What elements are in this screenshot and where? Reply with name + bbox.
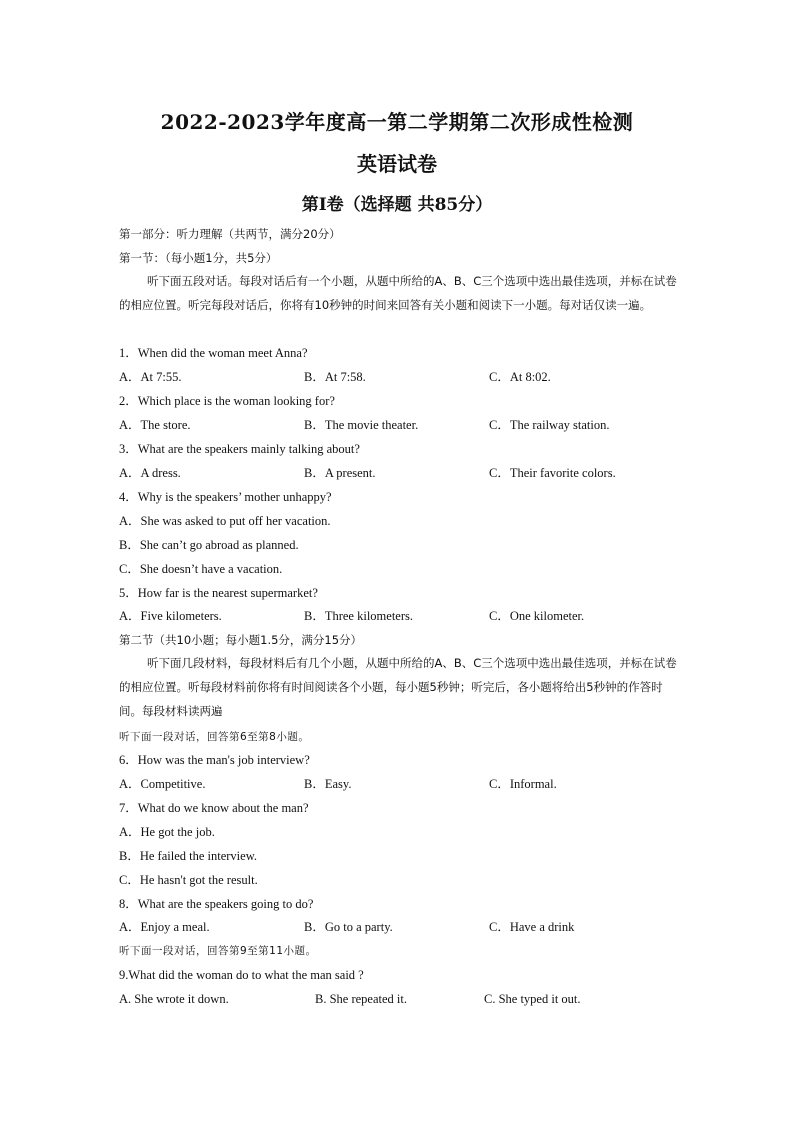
question-4-stem: 4．Why is the speakers’ mother unhappy? xyxy=(119,490,332,504)
question-6-stem: 6．How was the man's job interview? xyxy=(119,753,310,767)
section1-instructions xyxy=(119,269,679,317)
question-1-option-c: C．At 8:02. xyxy=(489,370,551,384)
question-6-option-b: B．Easy. xyxy=(304,777,352,791)
question-8-option-c: C．Have a drink xyxy=(489,920,575,934)
question-9-stem: 9.What did the woman do to what the man said ? xyxy=(119,968,364,982)
question-9-option-a: A. She wrote it down. xyxy=(119,992,229,1006)
question-6-option-a: A．Competitive. xyxy=(119,777,206,791)
question-2-stem: 2．Which place is the woman looking for? xyxy=(119,394,335,408)
question-5-option-b: B．Three kilometers. xyxy=(304,609,413,623)
question-7-option-b: B．He failed the interview. xyxy=(119,849,258,863)
note-questions-9-11: 听下面一段对话，回答第9至第11小题。 xyxy=(119,945,317,957)
question-8-stem: 8．What are the speakers going to do? xyxy=(119,897,314,911)
question-1-option-b: B．At 7:58. xyxy=(304,370,366,384)
section1-instructions-text: 听下面五段对话。每段对话后有一个小题，从题中所给的A、B、C三个选项中选出最佳选项，并标在试卷的相应位置。听完每段对话后，你将有10秒钟的时间来回答有关小题和阅读下一小题。每对话仅读一遍。 xyxy=(119,274,677,312)
question-6-option-c: C．Informal. xyxy=(489,777,557,791)
question-9-option-c: C. She typed it out. xyxy=(484,992,581,1006)
question-4-option-b: B．She can’t go abroad as planned. xyxy=(119,538,299,552)
question-3-stem: 3．What are the speakers mainly talking about? xyxy=(119,442,360,456)
section2-instructions xyxy=(119,651,679,723)
question-1-option-a: A．At 7:55. xyxy=(119,370,182,384)
section1-heading: 第一节：（每小题1分，共5分） xyxy=(119,251,278,265)
question-2-option-c: C．The railway station. xyxy=(489,418,610,432)
volume-heading: 第Ⅰ卷（选择题 共85分） xyxy=(301,195,493,215)
question-7-option-a: A．He got the job. xyxy=(119,825,215,839)
exam-title: 2022-2023学年度高一第二学期第二次形成性检测 xyxy=(160,110,634,134)
note-questions-6-8: 听下面一段对话，回答第6至第8小题。 xyxy=(119,731,310,743)
question-3-option-b: B．A present. xyxy=(304,466,376,480)
question-1-stem: 1．When did the woman meet Anna? xyxy=(119,346,308,360)
question-7-option-c: C．He hasn't got the result. xyxy=(119,873,258,887)
question-5-option-c: C．One kilometer. xyxy=(489,609,585,623)
question-3-option-a: A．A dress. xyxy=(119,466,181,480)
question-9-option-b: B. She repeated it. xyxy=(315,992,407,1006)
question-2-option-a: A．The store. xyxy=(119,418,191,432)
question-4-option-a: A．She was asked to put off her vacation. xyxy=(119,514,331,528)
question-8-option-a: A．Enjoy a meal. xyxy=(119,920,210,934)
exam-subtitle: 英语试卷 xyxy=(357,152,437,176)
question-8-option-b: B．Go to a party. xyxy=(304,920,393,934)
question-2-option-b: B．The movie theater. xyxy=(304,418,419,432)
question-4-option-c: C．She doesn’t have a vacation. xyxy=(119,562,283,576)
section2-instructions-text: 听下面几段材料，每段材料后有几个小题，从题中所给的A、B、C三个选项中选出最佳选项，并标在试卷的相应位置。听每段材料前你将有时间阅读各个小题，每小题5秒钟；听完后，各小题将给出5秒钟的作答时间。每段材料读两遍 xyxy=(119,656,677,718)
part1-heading: 第一部分：听力理解（共两节，满分20分） xyxy=(119,227,341,241)
question-5-option-a: A．Five kilometers. xyxy=(119,609,222,623)
section2-heading: 第二节（共10小题；每小题1.5分，满分15分） xyxy=(119,633,363,647)
question-7-stem: 7．What do we know about the man? xyxy=(119,801,309,815)
question-5-stem: 5．How far is the nearest supermarket? xyxy=(119,586,318,600)
question-3-option-c: C．Their favorite colors. xyxy=(489,466,616,480)
